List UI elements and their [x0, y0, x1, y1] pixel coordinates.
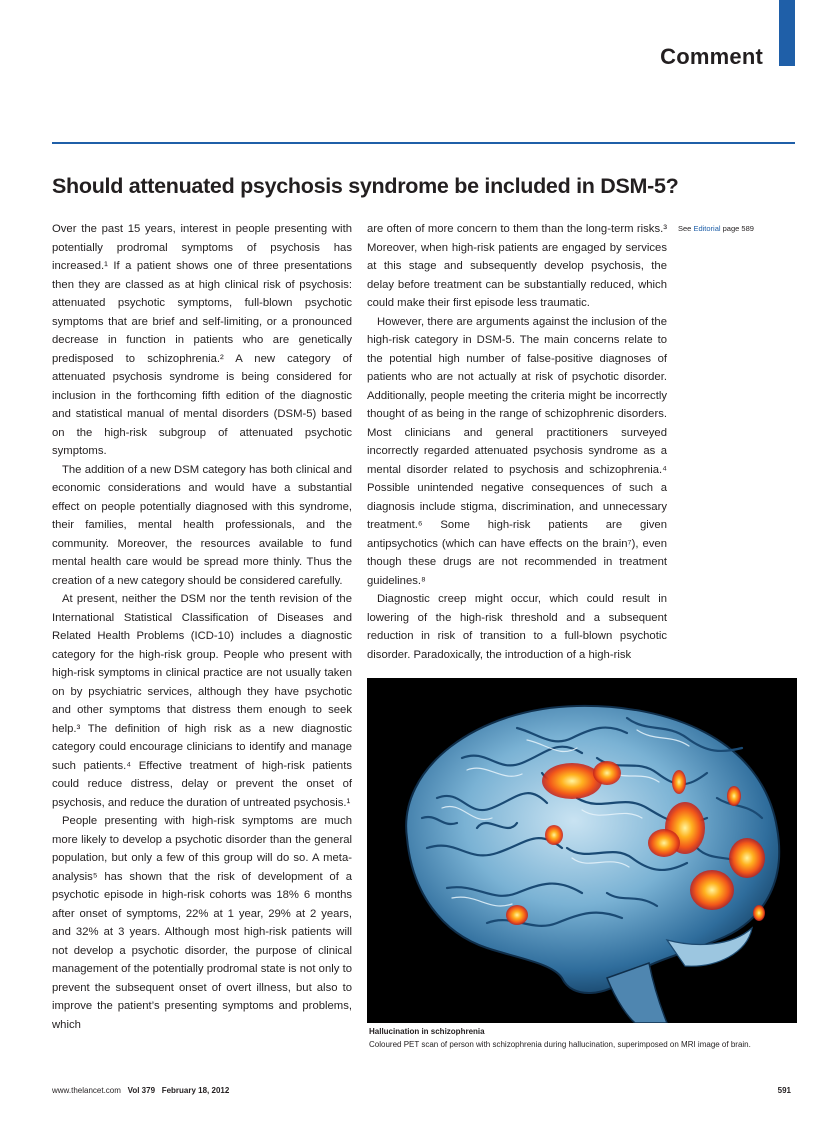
footer-date: February 18, 2012 — [161, 1086, 230, 1095]
page-number: 591 — [777, 1086, 791, 1095]
paragraph: Diagnostic creep might occur, which could result in lowering of the high-risk threshold and a subsequent reduction in risk of transition to a full-blown psychotic disorder. Paradoxically, the introduction of a high-risk — [367, 593, 667, 661]
paragraph: Over the past 15 years, interest in people presenting with potentially prodromal symptoms of psychosis has increased.¹ If a patient shows one of three presentations then they are classed as at high clinical risk of psychosis: attenuated psychotic symptoms, full-blown psychotic symptoms that are brief and self-limiting, or a pronounced decrease in function in patients who are genetically predisposed to schizophrenia.² A new category of attenuated psychosis syndrome is being considered for inclusion in the forthcoming fifth edition of the diagnostic and statistical manual of mental disorders (DSM-5) based on the high-risk subgroup of attenuated psychotic symptoms. — [52, 223, 352, 457]
paragraph: are often of more concern to them than the long-term risks.³ Moreover, when high-risk patients are engaged by services at this stage and subsequently develop psychosis, the delay before treatment can be substantially reduced, which could make their first episode less traumatic. — [367, 223, 667, 309]
article-title: Should attenuated psychosis syndrome be included in DSM-5? — [52, 174, 679, 198]
footer-citation — [52, 1086, 229, 1095]
footer-website[interactable]: www.thelancet.com — [52, 1086, 121, 1095]
photo-credit: Science Photo Library — [808, 911, 814, 965]
side-note-suffix: page 589 — [720, 224, 754, 233]
editorial-link[interactable]: Editorial — [693, 224, 721, 233]
footer-volume: Vol 379 — [127, 1086, 156, 1095]
paragraph: The addition of a new DSM category has both clinical and economic considerations and would have a substantial effect on people potentially diagnosed with this syndrome, their families, mental health professionals, and the community. Moreover, the resources available to fund mental health care would be spread more thinly. Thus the creation of a new category should be considered carefully. — [52, 463, 352, 587]
column-left — [52, 220, 352, 1034]
brain-scan-figure — [367, 678, 797, 1023]
figure-caption-text: Coloured PET scan of person with schizophrenia during hallucination, superimposed on MRI image of brain. — [369, 1040, 751, 1049]
brain-scan-image — [367, 678, 797, 1023]
side-note-prefix: See — [678, 224, 694, 233]
header-rule — [52, 142, 795, 144]
figure-caption-title: Hallucination in schizophrenia — [369, 1027, 485, 1036]
section-color-bar — [779, 0, 795, 66]
paragraph: People presenting with high-risk symptoms are much more likely to develop a psychotic disorder than the general population, but only a few of this group will do so. A meta-analysis⁵ has shown that the risk of development of a psychotic episode in high-risk cohorts was 18% 6 months after onset of symptoms, 22% at 1 year, 29% at 2 years, and 32% at 3 years. Although most high-risk patients will not develop a psychotic disorder, the purpose of clinical management of the potentially prodromal state is not only to prevent the subsequent onset of overt illness, but also to improve the patient’s presenting symptoms and problems, which — [52, 815, 352, 1031]
section-label: Comment — [660, 44, 763, 69]
paragraph: At present, neither the DSM nor the tenth revision of the International Statistical Classification of Diseases and Related Health Problems (ICD-10) includes a diagnostic category for the high-risk group. People who present with high-risk symptoms in clinical practice are not usually taken on by psychiatric services, although they have psychotic and other symptoms that distress them enough to seek help.³ The definition of high risk as a new diagnostic category could encourage clinicians to identify and manage such patients.⁴ Effective treatment of high-risk patients could reduce distress, delay or prevent the onset of psychosis, and reduce the duration of untreated psychosis.¹ — [52, 593, 352, 809]
column-middle — [367, 220, 667, 664]
paragraph: However, there are arguments against the inclusion of the high-risk category in DSM-5. The main concerns relate to the potential high number of false-positive diagnoses of patients who are not actually at risk of psychotic disorder. Additionally, people meeting the criteria might be incorrectly thought of as being in the range of schizophrenic disorders. Most clinicians and general practitioners surveyed incorrectly regarded attenuated psychosis syndrome as a mental disorder related to psychosis and schizophrenia.⁴ Possible unintended negative consequences of such a diagnosis include stigma, discrimination, and unnecessary treatment.⁶ Some high-risk patients are given antipsychotics (which can have effects on the brain⁷), even though these drugs are not recommended in treatment guidelines.⁸ — [367, 315, 667, 587]
side-note — [678, 224, 754, 233]
